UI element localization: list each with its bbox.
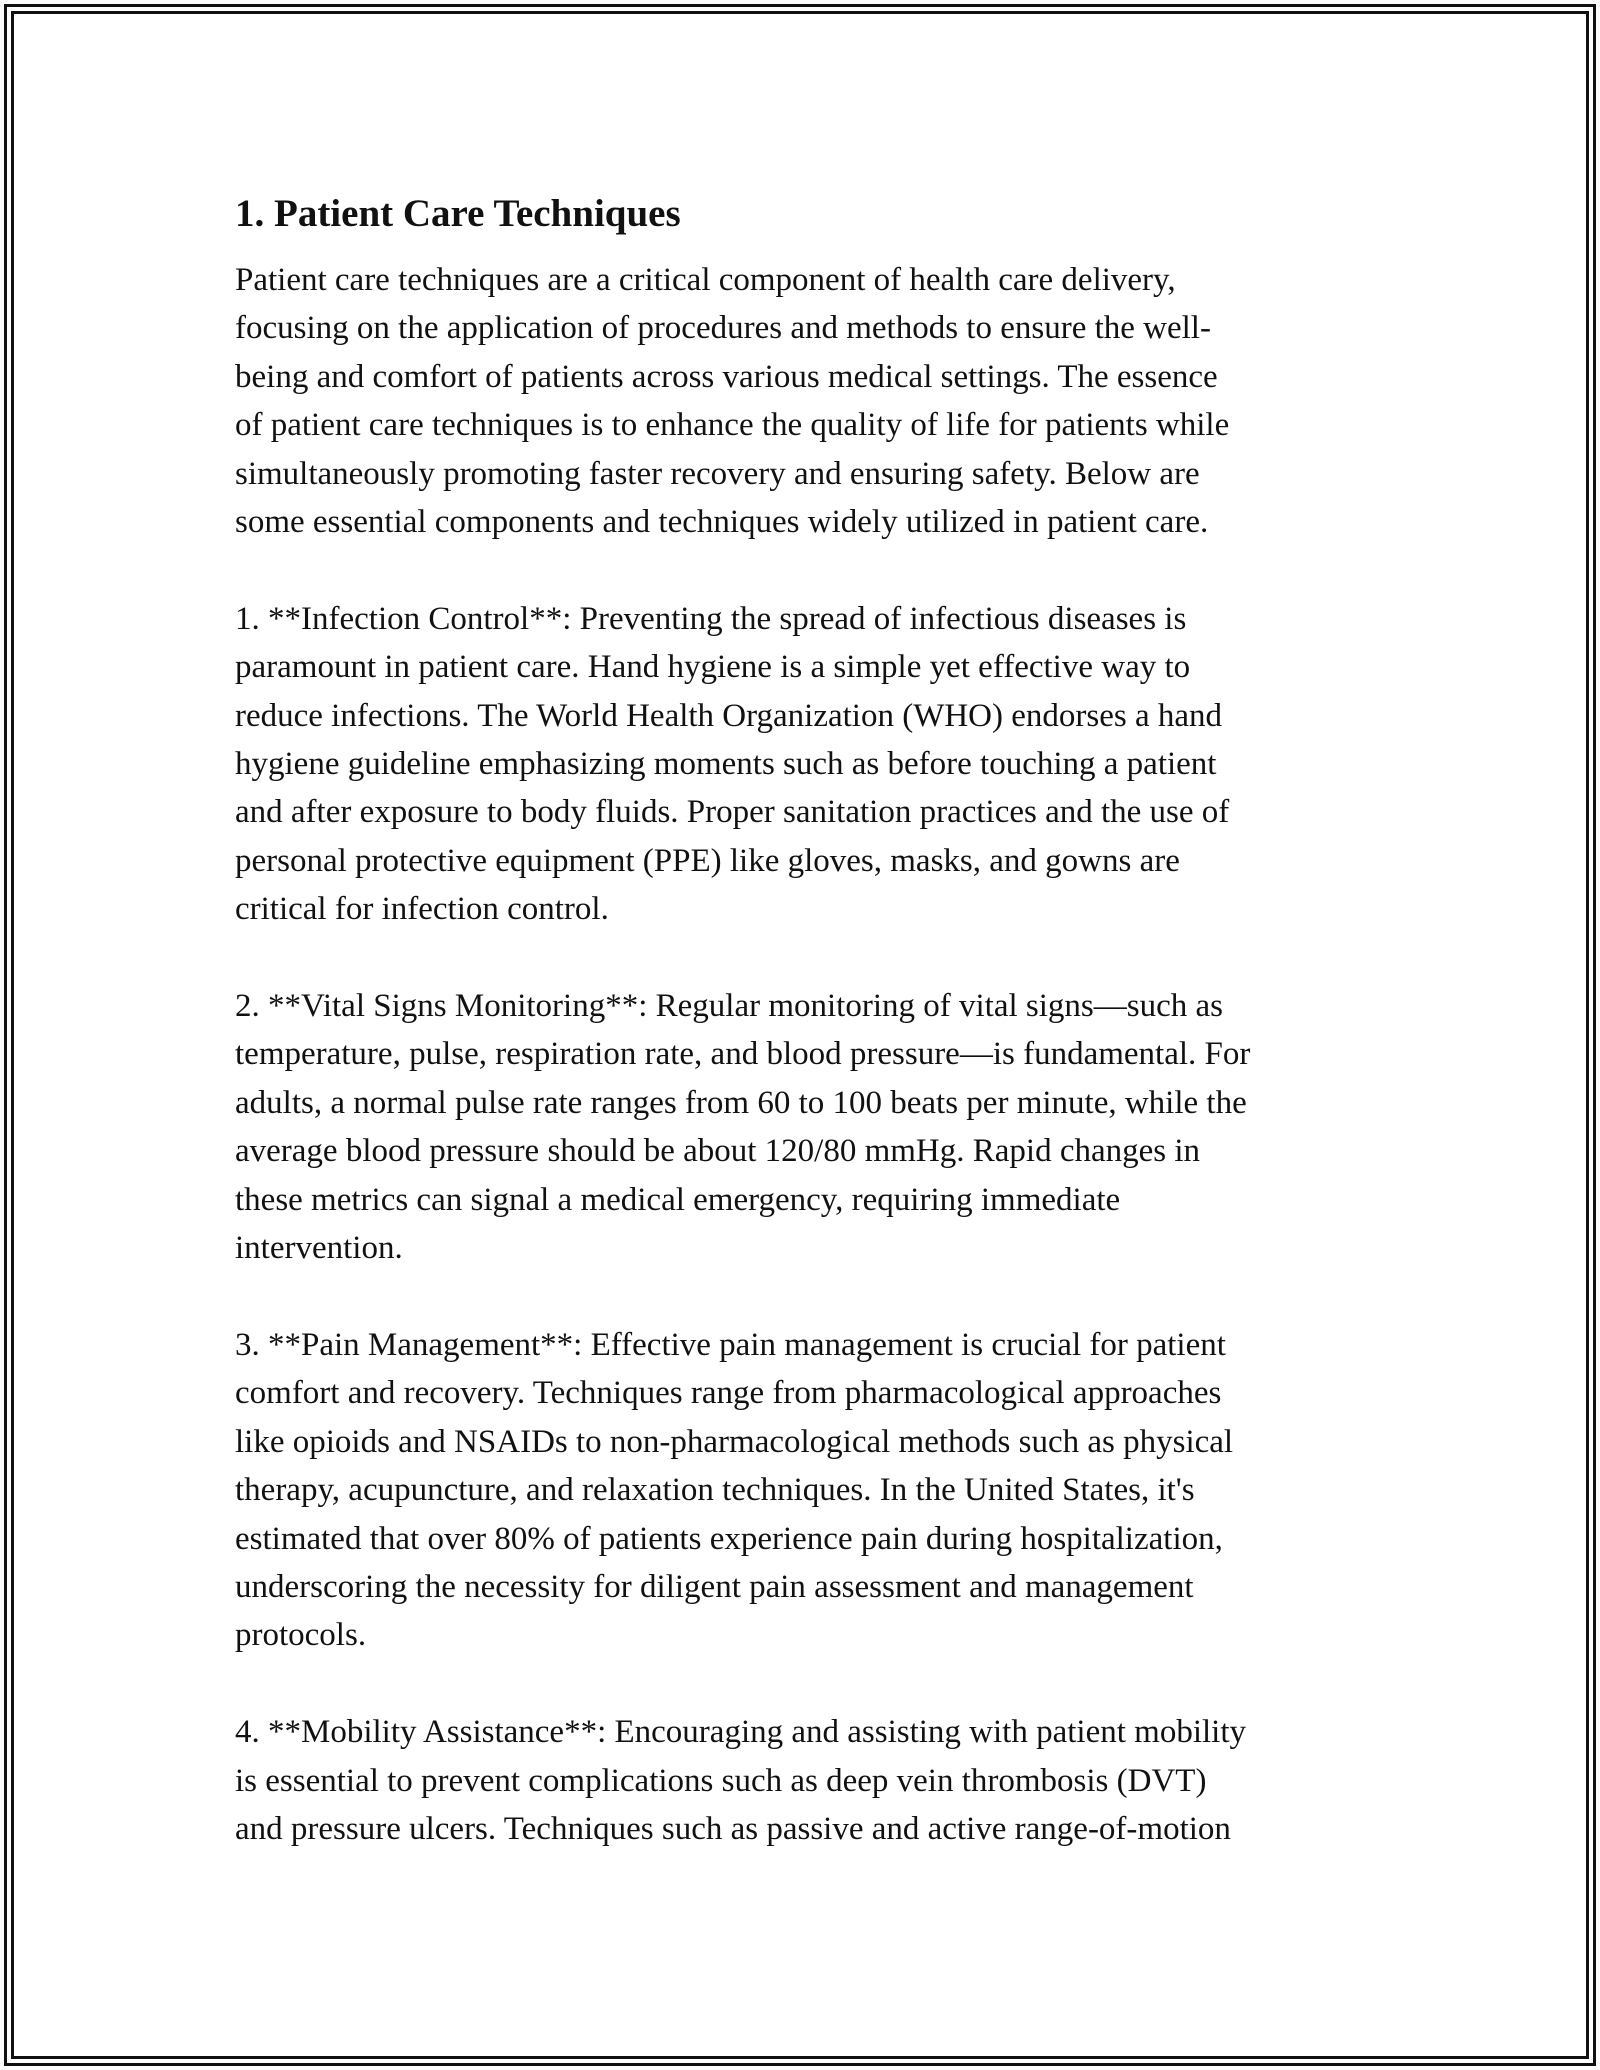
text-line: is essential to prevent complications such as deep vein thrombosis (DVT)	[235, 1762, 1207, 1799]
text-line: of patient care techniques is to enhance the quality of life for patients while	[235, 407, 1230, 444]
text-line: temperature, pulse, respiration rate, and blood pressure—is fundamental. For	[235, 1036, 1251, 1073]
text-line: protocols.	[235, 1617, 367, 1654]
text-line: 3. **Pain Management**: Effective pain management is crucial for patient	[235, 1326, 1226, 1363]
text-line: 2. **Vital Signs Monitoring**: Regular monitoring of vital signs—such as	[235, 988, 1223, 1025]
text-line: therapy, acupuncture, and relaxation techniques. In the United States, it's	[235, 1472, 1195, 1509]
text-line: these metrics can signal a medical emergency, requiring immediate	[235, 1181, 1121, 1218]
text-line: 1. **Infection Control**: Preventing the spread of infectious diseases is	[235, 600, 1187, 637]
text-line: paramount in patient care. Hand hygiene is a simple yet effective way to	[235, 649, 1191, 686]
text-line: intervention.	[235, 1230, 403, 1267]
text-line: Patient care techniques are a critical component of health care delivery,	[235, 262, 1176, 298]
text-line: reduce infections. The World Health Organization (WHO) endorses a hand	[235, 697, 1223, 734]
document-body	[235, 186, 1385, 1902]
paragraph-pain-management	[235, 1321, 1385, 1660]
text-line: being and comfort of patients across various medical settings. The essence	[235, 358, 1218, 395]
paragraph-infection-control	[235, 595, 1385, 934]
text-line: 4. **Mobility Assistance**: Encouraging and assisting with patient mobility	[235, 1714, 1246, 1751]
paragraph-vital-signs	[235, 982, 1385, 1272]
text-line: adults, a normal pulse rate ranges from 60 to 100 beats per minute, while the	[235, 1084, 1247, 1121]
text-line: estimated that over 80% of patients experience pain during hospitalization,	[235, 1520, 1223, 1557]
text-line: focusing on the application of procedures and methods to ensure the well-	[235, 310, 1211, 347]
text-line: underscoring the necessity for diligent pain assessment and management	[235, 1568, 1194, 1605]
text-line: comfort and recovery. Techniques range from pharmacological approaches	[235, 1375, 1222, 1412]
text-line: and after exposure to body fluids. Proper sanitation practices and the use of	[235, 794, 1230, 831]
text-line: some essential components and techniques widely utilized in patient care.	[235, 504, 1209, 541]
text-line: and pressure ulcers. Techniques such as passive and active range-of-motion	[235, 1810, 1231, 1847]
text-line: average blood pressure should be about 120/80 mmHg. Rapid changes in	[235, 1133, 1201, 1170]
text-line: critical for infection control.	[235, 891, 609, 928]
text-line: simultaneously promoting faster recovery and ensuring safety. Below are	[235, 455, 1200, 492]
section-heading: 1. Patient Care Techniques	[235, 192, 681, 235]
text-line: like opioids and NSAIDs to non-pharmacological methods such as physical	[235, 1423, 1234, 1460]
paragraph-intro	[235, 256, 1385, 546]
paragraph-mobility-assistance	[235, 1708, 1385, 1853]
text-line: hygiene guideline emphasizing moments such as before touching a patient	[235, 746, 1217, 783]
text-line: personal protective equipment (PPE) like gloves, masks, and gowns are	[235, 842, 1180, 879]
